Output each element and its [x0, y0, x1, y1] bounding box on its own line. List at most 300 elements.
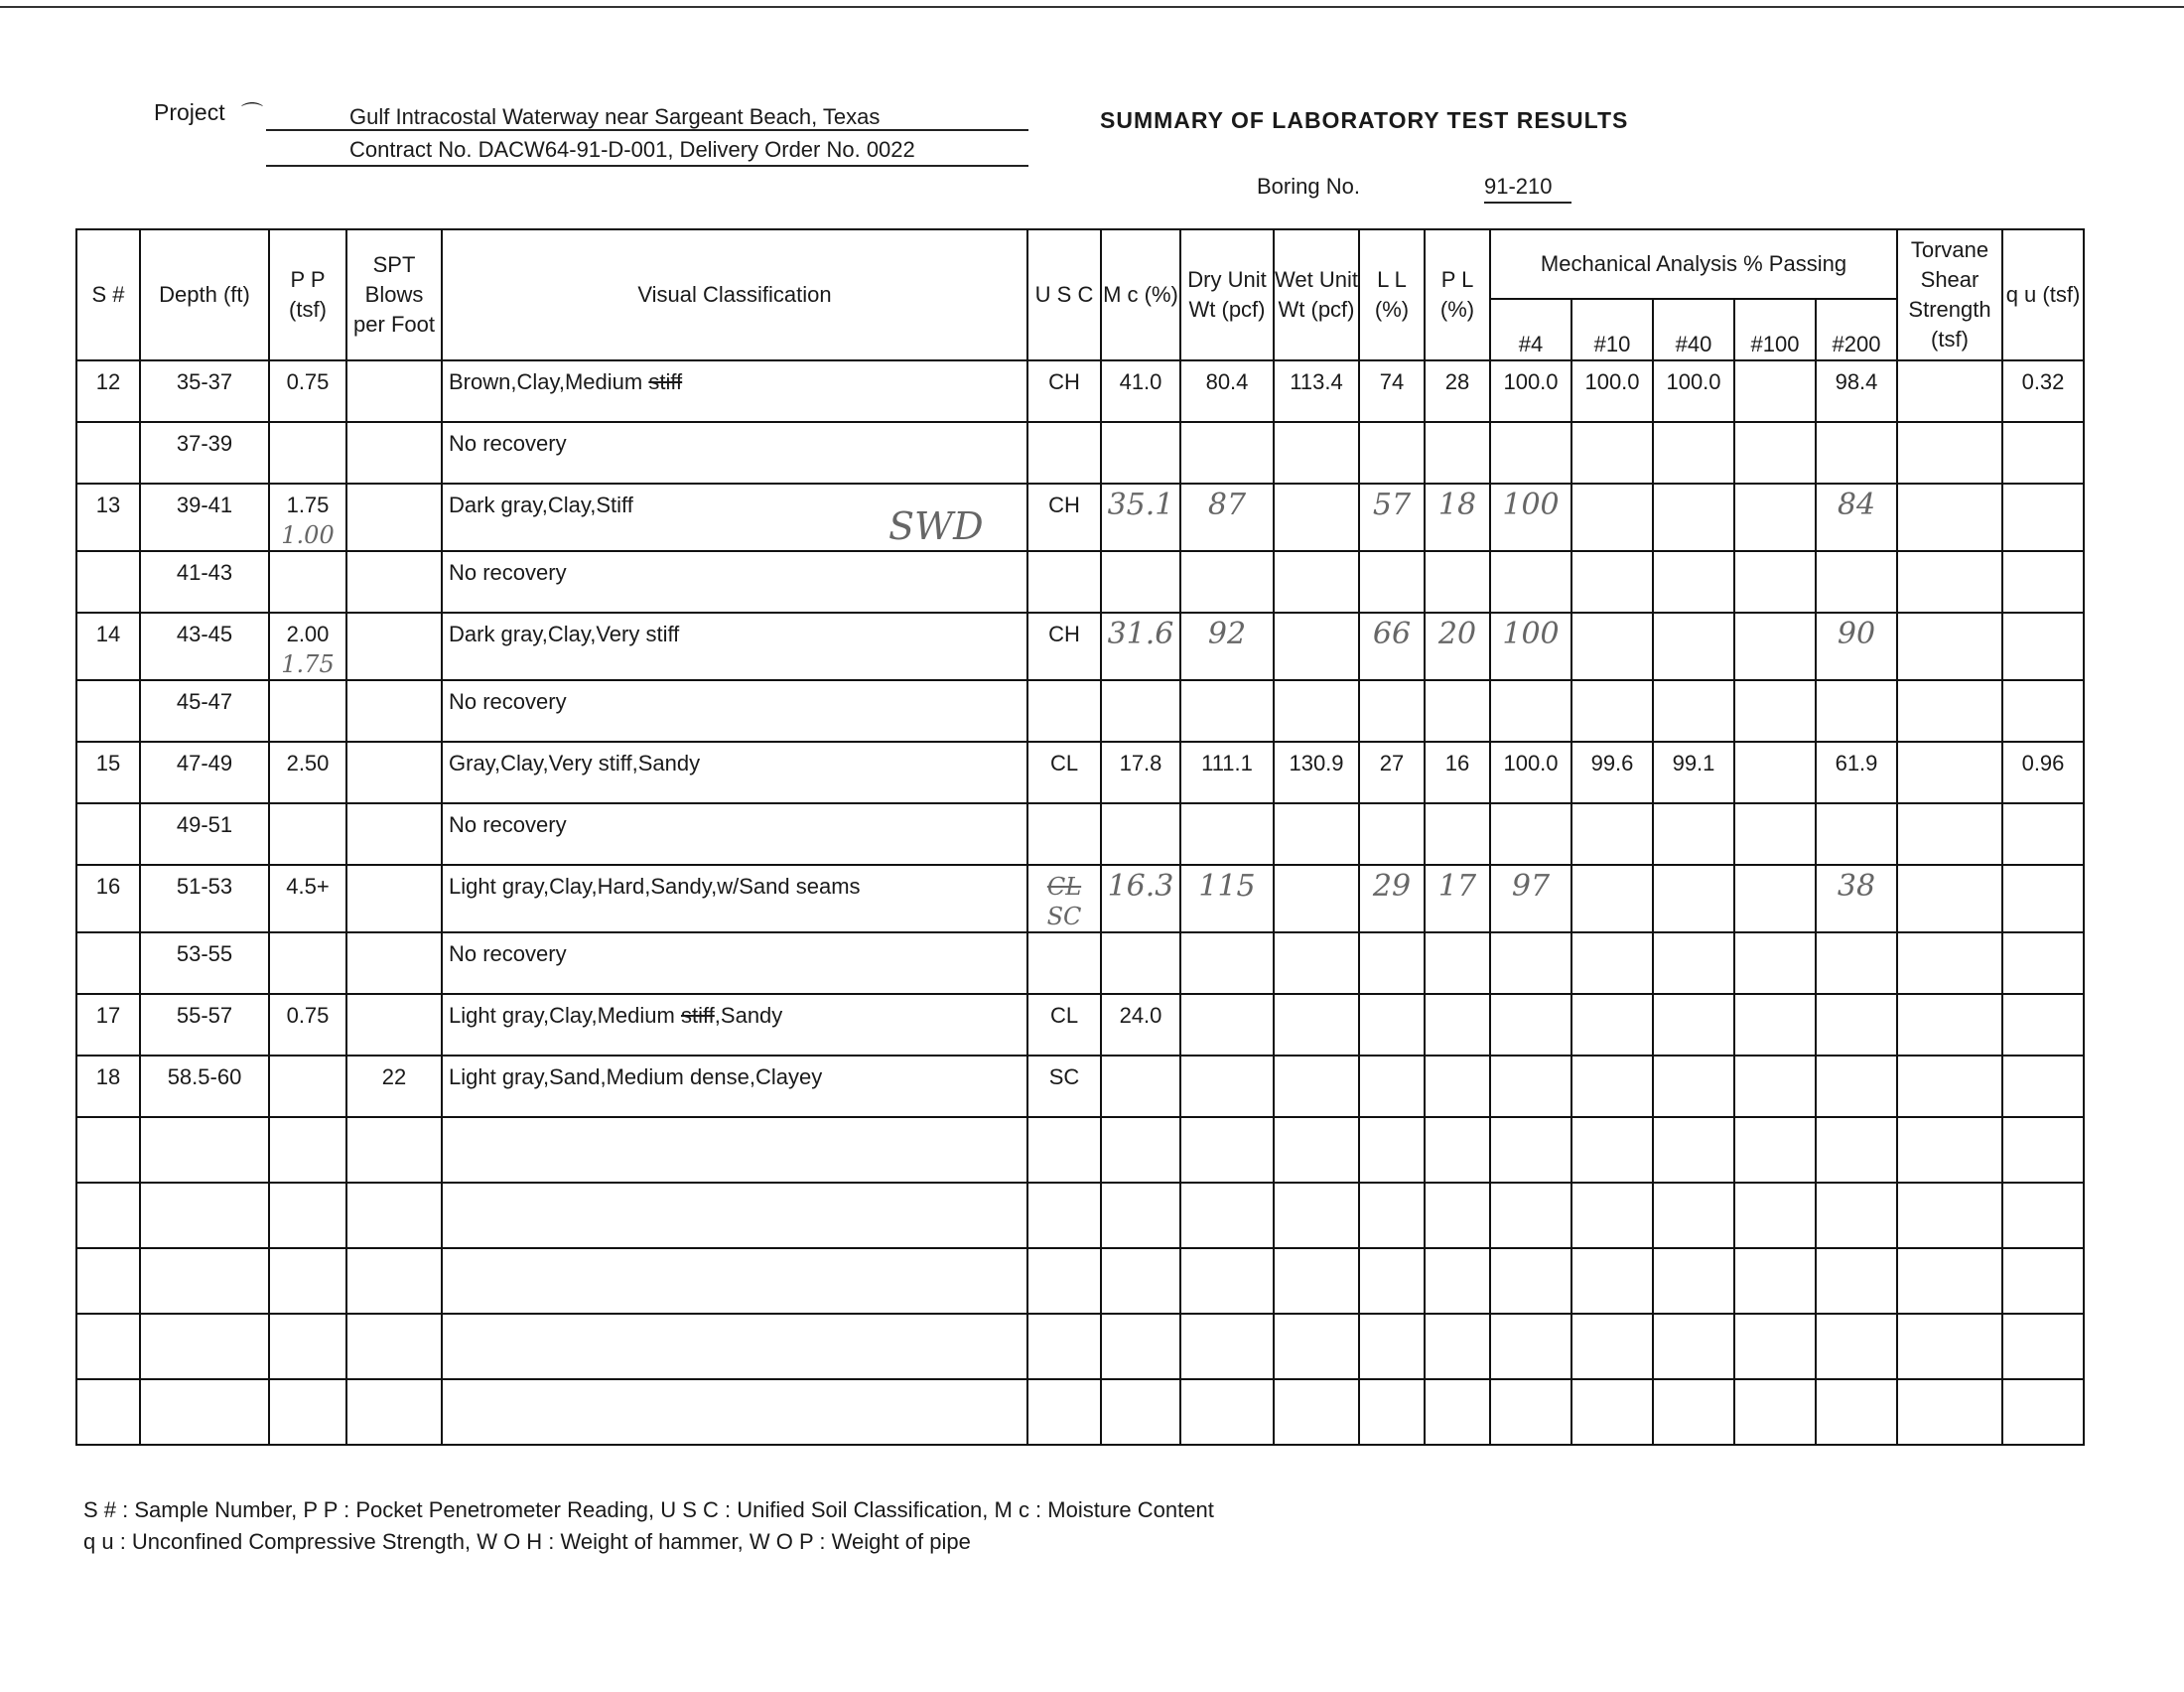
col-wet: Wet Unit Wt (pcf) — [1274, 229, 1359, 360]
cell-mc: 41.0 — [1101, 360, 1180, 422]
cell-usc — [1027, 680, 1101, 742]
cell-pp: 0.75 — [269, 994, 346, 1056]
cell-torvane — [1897, 932, 2002, 994]
cell-sieve-10 — [1571, 994, 1653, 1056]
cell-pl — [1425, 1117, 1490, 1183]
cell-visual: Gray,Clay,Very stiff,Sandy — [442, 742, 1027, 803]
cell-sieve-40 — [1653, 551, 1734, 613]
col-pp: P P (tsf) — [269, 229, 346, 360]
cell-qu — [2002, 1248, 2084, 1314]
cell-qu: 0.96 — [2002, 742, 2084, 803]
table-row — [76, 680, 2084, 742]
cell-spt — [346, 680, 442, 742]
cell-usc: CH — [1027, 484, 1101, 551]
col-dry: Dry Unit Wt (pcf) — [1180, 229, 1274, 360]
cell-depth: 47-49 — [140, 742, 269, 803]
cell-sample — [76, 803, 140, 865]
cell-visual — [442, 1248, 1027, 1314]
cell-qu — [2002, 803, 2084, 865]
cell-spt — [346, 613, 442, 680]
cell-sieve-200: 90 — [1816, 613, 1897, 680]
cell-ll: 66 — [1359, 613, 1425, 680]
cell-depth — [140, 1248, 269, 1314]
cell-sieve-4 — [1490, 551, 1571, 613]
cell-mc — [1101, 932, 1180, 994]
cell-wet — [1274, 1117, 1359, 1183]
cell-depth — [140, 1117, 269, 1183]
cell-sieve-200: 84 — [1816, 484, 1897, 551]
cell-pl: 17 — [1425, 865, 1490, 932]
cell-dry — [1180, 1379, 1274, 1445]
cell-sieve-40 — [1653, 484, 1734, 551]
cell-qu — [2002, 865, 2084, 932]
col-sieve-10: #10 — [1571, 299, 1653, 360]
cell-visual: Brown,Clay,Medium stiff — [442, 360, 1027, 422]
cell-sieve-100 — [1734, 422, 1816, 484]
table-row — [76, 742, 2084, 803]
table-row — [76, 932, 2084, 994]
cell-pp: 0.75 — [269, 360, 346, 422]
cell-pp: 4.5+ — [269, 865, 346, 932]
cell-sieve-100 — [1734, 742, 1816, 803]
cell-dry — [1180, 1314, 1274, 1379]
col-visual: Visual Classification — [442, 229, 1027, 360]
cell-spt — [346, 551, 442, 613]
cell-sample — [76, 1248, 140, 1314]
table-row — [76, 551, 2084, 613]
cell-usc — [1027, 803, 1101, 865]
cell-sieve-40 — [1653, 865, 1734, 932]
cell-dry — [1180, 422, 1274, 484]
col-qu: q u (tsf) — [2002, 229, 2084, 360]
cell-mc: 17.8 — [1101, 742, 1180, 803]
cell-sieve-100 — [1734, 1379, 1816, 1445]
cell-mc — [1101, 1248, 1180, 1314]
cell-sieve-10 — [1571, 1117, 1653, 1183]
cell-wet — [1274, 680, 1359, 742]
cell-pp — [269, 1056, 346, 1117]
col-depth: Depth (ft) — [140, 229, 269, 360]
col-ll: L L (%) — [1359, 229, 1425, 360]
cell-ll — [1359, 1314, 1425, 1379]
cell-sieve-4 — [1490, 1117, 1571, 1183]
cell-ll — [1359, 1379, 1425, 1445]
cell-sample — [76, 422, 140, 484]
cell-sieve-100 — [1734, 865, 1816, 932]
cell-dry — [1180, 932, 1274, 994]
cell-sieve-10 — [1571, 613, 1653, 680]
cell-torvane — [1897, 360, 2002, 422]
cell-sieve-200 — [1816, 551, 1897, 613]
cell-sieve-200 — [1816, 1117, 1897, 1183]
boring-underline — [1484, 202, 1571, 204]
cell-depth: 37-39 — [140, 422, 269, 484]
cell-visual: No recovery — [442, 680, 1027, 742]
cell-sieve-4 — [1490, 422, 1571, 484]
page-title: SUMMARY OF LABORATORY TEST RESULTS — [1100, 107, 1629, 133]
cell-usc — [1027, 1314, 1101, 1379]
cell-spt — [346, 1379, 442, 1445]
cell-usc: CL SC — [1027, 865, 1101, 932]
cell-sample: 14 — [76, 613, 140, 680]
cell-pl — [1425, 551, 1490, 613]
cell-qu — [2002, 1056, 2084, 1117]
cell-sieve-100 — [1734, 1056, 1816, 1117]
cell-sieve-4: 100.0 — [1490, 360, 1571, 422]
cell-sieve-4 — [1490, 1314, 1571, 1379]
cell-sieve-4 — [1490, 1183, 1571, 1248]
cell-sieve-10 — [1571, 1314, 1653, 1379]
cell-depth: 39-41 — [140, 484, 269, 551]
cell-visual: No recovery — [442, 932, 1027, 994]
contract-number: Contract No. DACW64-91-D-001, Delivery Order No. 0022 — [349, 137, 915, 162]
cell-mc: 35.1 — [1101, 484, 1180, 551]
cell-depth: 55-57 — [140, 994, 269, 1056]
cell-pp — [269, 680, 346, 742]
cell-sieve-10 — [1571, 1248, 1653, 1314]
cell-depth: 49-51 — [140, 803, 269, 865]
cell-sample — [76, 1314, 140, 1379]
cell-pp — [269, 803, 346, 865]
cell-pl — [1425, 803, 1490, 865]
cell-mc — [1101, 1056, 1180, 1117]
project-tick-mark: ⌒ — [241, 101, 264, 126]
cell-visual: Light gray,Sand,Medium dense,Clayey — [442, 1056, 1027, 1117]
cell-wet: 113.4 — [1274, 360, 1359, 422]
col-sieve-4: #4 — [1490, 299, 1571, 360]
cell-usc — [1027, 1248, 1101, 1314]
cell-wet — [1274, 994, 1359, 1056]
cell-depth: 43-45 — [140, 613, 269, 680]
table-row — [76, 994, 2084, 1056]
cell-sieve-10 — [1571, 1379, 1653, 1445]
cell-sieve-4 — [1490, 803, 1571, 865]
cell-qu — [2002, 551, 2084, 613]
cell-spt: 22 — [346, 1056, 442, 1117]
cell-torvane — [1897, 742, 2002, 803]
boring-label: Boring No. — [1257, 174, 1360, 199]
cell-mc: 24.0 — [1101, 994, 1180, 1056]
cell-wet — [1274, 1379, 1359, 1445]
cell-sample — [76, 1117, 140, 1183]
cell-usc — [1027, 1183, 1101, 1248]
cell-torvane — [1897, 865, 2002, 932]
col-spt: SPT Blows per Foot — [346, 229, 442, 360]
cell-sieve-4 — [1490, 994, 1571, 1056]
cell-dry — [1180, 1248, 1274, 1314]
cell-ll — [1359, 803, 1425, 865]
cell-sieve-40 — [1653, 613, 1734, 680]
cell-visual: Dark gray,Clay,Very stiff — [442, 613, 1027, 680]
table-row — [76, 422, 2084, 484]
empty-row — [76, 1379, 2084, 1445]
cell-usc — [1027, 932, 1101, 994]
cell-pl — [1425, 1248, 1490, 1314]
cell-pl: 18 — [1425, 484, 1490, 551]
cell-pp — [269, 1314, 346, 1379]
cell-qu: 0.32 — [2002, 360, 2084, 422]
cell-sieve-4 — [1490, 1056, 1571, 1117]
table-row — [76, 803, 2084, 865]
cell-torvane — [1897, 680, 2002, 742]
cell-sieve-10 — [1571, 803, 1653, 865]
cell-usc: CH — [1027, 360, 1101, 422]
empty-row — [76, 1314, 2084, 1379]
cell-sample — [76, 1379, 140, 1445]
col-usc: U S C — [1027, 229, 1101, 360]
cell-torvane — [1897, 613, 2002, 680]
col-sieve-40: #40 — [1653, 299, 1734, 360]
cell-pl — [1425, 1056, 1490, 1117]
cell-wet — [1274, 932, 1359, 994]
cell-torvane — [1897, 1183, 2002, 1248]
cell-sieve-100 — [1734, 484, 1816, 551]
cell-sieve-200 — [1816, 680, 1897, 742]
cell-pl — [1425, 680, 1490, 742]
cell-mc — [1101, 422, 1180, 484]
cell-sample: 17 — [76, 994, 140, 1056]
cell-sample: 13 — [76, 484, 140, 551]
cell-sieve-200 — [1816, 1314, 1897, 1379]
cell-sieve-40 — [1653, 422, 1734, 484]
cell-sieve-100 — [1734, 680, 1816, 742]
cell-sample — [76, 932, 140, 994]
cell-ll — [1359, 994, 1425, 1056]
cell-spt — [346, 1117, 442, 1183]
cell-sieve-200 — [1816, 803, 1897, 865]
col-pl: P L (%) — [1425, 229, 1490, 360]
cell-torvane — [1897, 1117, 2002, 1183]
cell-ll — [1359, 1117, 1425, 1183]
cell-usc — [1027, 422, 1101, 484]
cell-sieve-10 — [1571, 680, 1653, 742]
cell-sieve-4 — [1490, 1248, 1571, 1314]
cell-pp: 2.50 — [269, 742, 346, 803]
cell-qu — [2002, 1379, 2084, 1445]
cell-spt — [346, 865, 442, 932]
cell-ll: 74 — [1359, 360, 1425, 422]
cell-sieve-200: 61.9 — [1816, 742, 1897, 803]
cell-ll — [1359, 932, 1425, 994]
cell-sieve-100 — [1734, 932, 1816, 994]
cell-usc: CL — [1027, 994, 1101, 1056]
cell-mc — [1101, 680, 1180, 742]
cell-spt — [346, 994, 442, 1056]
project-underline-2 — [266, 165, 1028, 167]
col-sieve-100: #100 — [1734, 299, 1816, 360]
cell-usc: SC — [1027, 1056, 1101, 1117]
cell-spt — [346, 1248, 442, 1314]
cell-sieve-40 — [1653, 1379, 1734, 1445]
cell-visual: Light gray,Clay,Medium stiff,Sandy — [442, 994, 1027, 1056]
cell-sample — [76, 1183, 140, 1248]
cell-pp — [269, 1379, 346, 1445]
cell-pp — [269, 932, 346, 994]
cell-torvane — [1897, 484, 2002, 551]
cell-torvane — [1897, 803, 2002, 865]
cell-torvane — [1897, 1314, 2002, 1379]
cell-torvane — [1897, 1056, 2002, 1117]
cell-dry: 115 — [1180, 865, 1274, 932]
cell-dry: 111.1 — [1180, 742, 1274, 803]
cell-sieve-100 — [1734, 994, 1816, 1056]
cell-visual — [442, 1117, 1027, 1183]
cell-sieve-100 — [1734, 551, 1816, 613]
cell-sieve-10 — [1571, 1056, 1653, 1117]
cell-sieve-10: 100.0 — [1571, 360, 1653, 422]
table-row — [76, 484, 2084, 551]
cell-sieve-40: 100.0 — [1653, 360, 1734, 422]
cell-torvane — [1897, 994, 2002, 1056]
cell-pl — [1425, 932, 1490, 994]
cell-mc — [1101, 1379, 1180, 1445]
cell-pl — [1425, 994, 1490, 1056]
project-name: Gulf Intracostal Waterway near Sargeant Beach, Texas — [349, 104, 881, 129]
cell-ll — [1359, 1183, 1425, 1248]
cell-depth — [140, 1379, 269, 1445]
cell-wet — [1274, 1056, 1359, 1117]
cell-sieve-4: 100 — [1490, 613, 1571, 680]
cell-qu — [2002, 1314, 2084, 1379]
cell-sieve-4: 100 — [1490, 484, 1571, 551]
cell-sample — [76, 551, 140, 613]
cell-ll: 57 — [1359, 484, 1425, 551]
cell-qu — [2002, 1117, 2084, 1183]
cell-pl — [1425, 1314, 1490, 1379]
cell-visual — [442, 1314, 1027, 1379]
cell-sieve-10 — [1571, 1183, 1653, 1248]
cell-depth: 35-37 — [140, 360, 269, 422]
cell-sieve-4: 100.0 — [1490, 742, 1571, 803]
cell-sieve-10 — [1571, 484, 1653, 551]
cell-depth: 51-53 — [140, 865, 269, 932]
cell-pp — [269, 422, 346, 484]
cell-sieve-4 — [1490, 932, 1571, 994]
project-label: Project — [154, 99, 225, 125]
cell-visual: Dark gray,Clay,Stiff — [442, 484, 1027, 551]
cell-ll — [1359, 422, 1425, 484]
cell-sieve-100 — [1734, 360, 1816, 422]
cell-spt — [346, 1183, 442, 1248]
cell-visual: No recovery — [442, 551, 1027, 613]
cell-dry — [1180, 994, 1274, 1056]
cell-sieve-100 — [1734, 803, 1816, 865]
cell-sieve-40 — [1653, 1117, 1734, 1183]
cell-pl: 16 — [1425, 742, 1490, 803]
cell-spt — [346, 932, 442, 994]
cell-sieve-100 — [1734, 613, 1816, 680]
cell-pp — [269, 1117, 346, 1183]
col-torvane: Torvane Shear Strength (tsf) — [1897, 229, 2002, 360]
cell-ll — [1359, 551, 1425, 613]
cell-dry: 80.4 — [1180, 360, 1274, 422]
cell-sieve-200 — [1816, 932, 1897, 994]
cell-usc — [1027, 551, 1101, 613]
cell-ll: 29 — [1359, 865, 1425, 932]
cell-usc: CL — [1027, 742, 1101, 803]
cell-usc — [1027, 1379, 1101, 1445]
cell-qu — [2002, 422, 2084, 484]
cell-wet — [1274, 1183, 1359, 1248]
cell-sieve-40: 99.1 — [1653, 742, 1734, 803]
cell-sieve-10 — [1571, 422, 1653, 484]
cell-sample: 16 — [76, 865, 140, 932]
cell-torvane — [1897, 1248, 2002, 1314]
cell-ll — [1359, 680, 1425, 742]
cell-sieve-40 — [1653, 1248, 1734, 1314]
cell-pp — [269, 1248, 346, 1314]
cell-pl — [1425, 1379, 1490, 1445]
cell-sample — [76, 680, 140, 742]
cell-sieve-40 — [1653, 1056, 1734, 1117]
cell-qu — [2002, 613, 2084, 680]
table-row — [76, 1056, 2084, 1117]
empty-row — [76, 1183, 2084, 1248]
cell-pl: 20 — [1425, 613, 1490, 680]
cell-wet: 130.9 — [1274, 742, 1359, 803]
cell-wet — [1274, 551, 1359, 613]
cell-sieve-200 — [1816, 1248, 1897, 1314]
cell-sieve-200 — [1816, 994, 1897, 1056]
cell-sample: 18 — [76, 1056, 140, 1117]
cell-sieve-100 — [1734, 1183, 1816, 1248]
cell-depth: 45-47 — [140, 680, 269, 742]
cell-sieve-10: 99.6 — [1571, 742, 1653, 803]
cell-sieve-40 — [1653, 994, 1734, 1056]
cell-sieve-40 — [1653, 803, 1734, 865]
cell-spt — [346, 484, 442, 551]
cell-sieve-10 — [1571, 932, 1653, 994]
cell-wet — [1274, 865, 1359, 932]
cell-visual — [442, 1183, 1027, 1248]
cell-visual — [442, 1379, 1027, 1445]
cell-dry — [1180, 803, 1274, 865]
cell-qu — [2002, 1183, 2084, 1248]
cell-torvane — [1897, 551, 2002, 613]
legend-line-2: q u : Unconfined Compressive Strength, W O H : Weight of hammer, W O P : Weight of pipe — [83, 1529, 971, 1554]
cell-sieve-4 — [1490, 680, 1571, 742]
cell-mc — [1101, 1314, 1180, 1379]
cell-sieve-40 — [1653, 680, 1734, 742]
empty-row — [76, 1117, 2084, 1183]
cell-depth: 58.5-60 — [140, 1056, 269, 1117]
legend-line-1: S # : Sample Number, P P : Pocket Penetrometer Reading, U S C : Unified Soil Classification, M c : Moisture Content — [83, 1497, 1214, 1522]
cell-mc — [1101, 551, 1180, 613]
lab-results-table — [75, 228, 2085, 1446]
cell-usc — [1027, 1117, 1101, 1183]
cell-ll: 27 — [1359, 742, 1425, 803]
table-row — [76, 865, 2084, 932]
cell-sieve-100 — [1734, 1248, 1816, 1314]
handwritten-note: SWD — [888, 504, 984, 548]
cell-visual: No recovery — [442, 422, 1027, 484]
col-mc: M c (%) — [1101, 229, 1180, 360]
cell-wet — [1274, 1314, 1359, 1379]
cell-dry: 87 — [1180, 484, 1274, 551]
cell-spt — [346, 1314, 442, 1379]
boring-number: 91-210 — [1484, 174, 1553, 199]
cell-mc: 16.3 — [1101, 865, 1180, 932]
cell-spt — [346, 422, 442, 484]
cell-wet — [1274, 422, 1359, 484]
cell-sieve-4: 97 — [1490, 865, 1571, 932]
cell-dry — [1180, 1056, 1274, 1117]
cell-dry — [1180, 1117, 1274, 1183]
cell-wet — [1274, 484, 1359, 551]
cell-qu — [2002, 484, 2084, 551]
cell-usc: CH — [1027, 613, 1101, 680]
table-row — [76, 360, 2084, 422]
